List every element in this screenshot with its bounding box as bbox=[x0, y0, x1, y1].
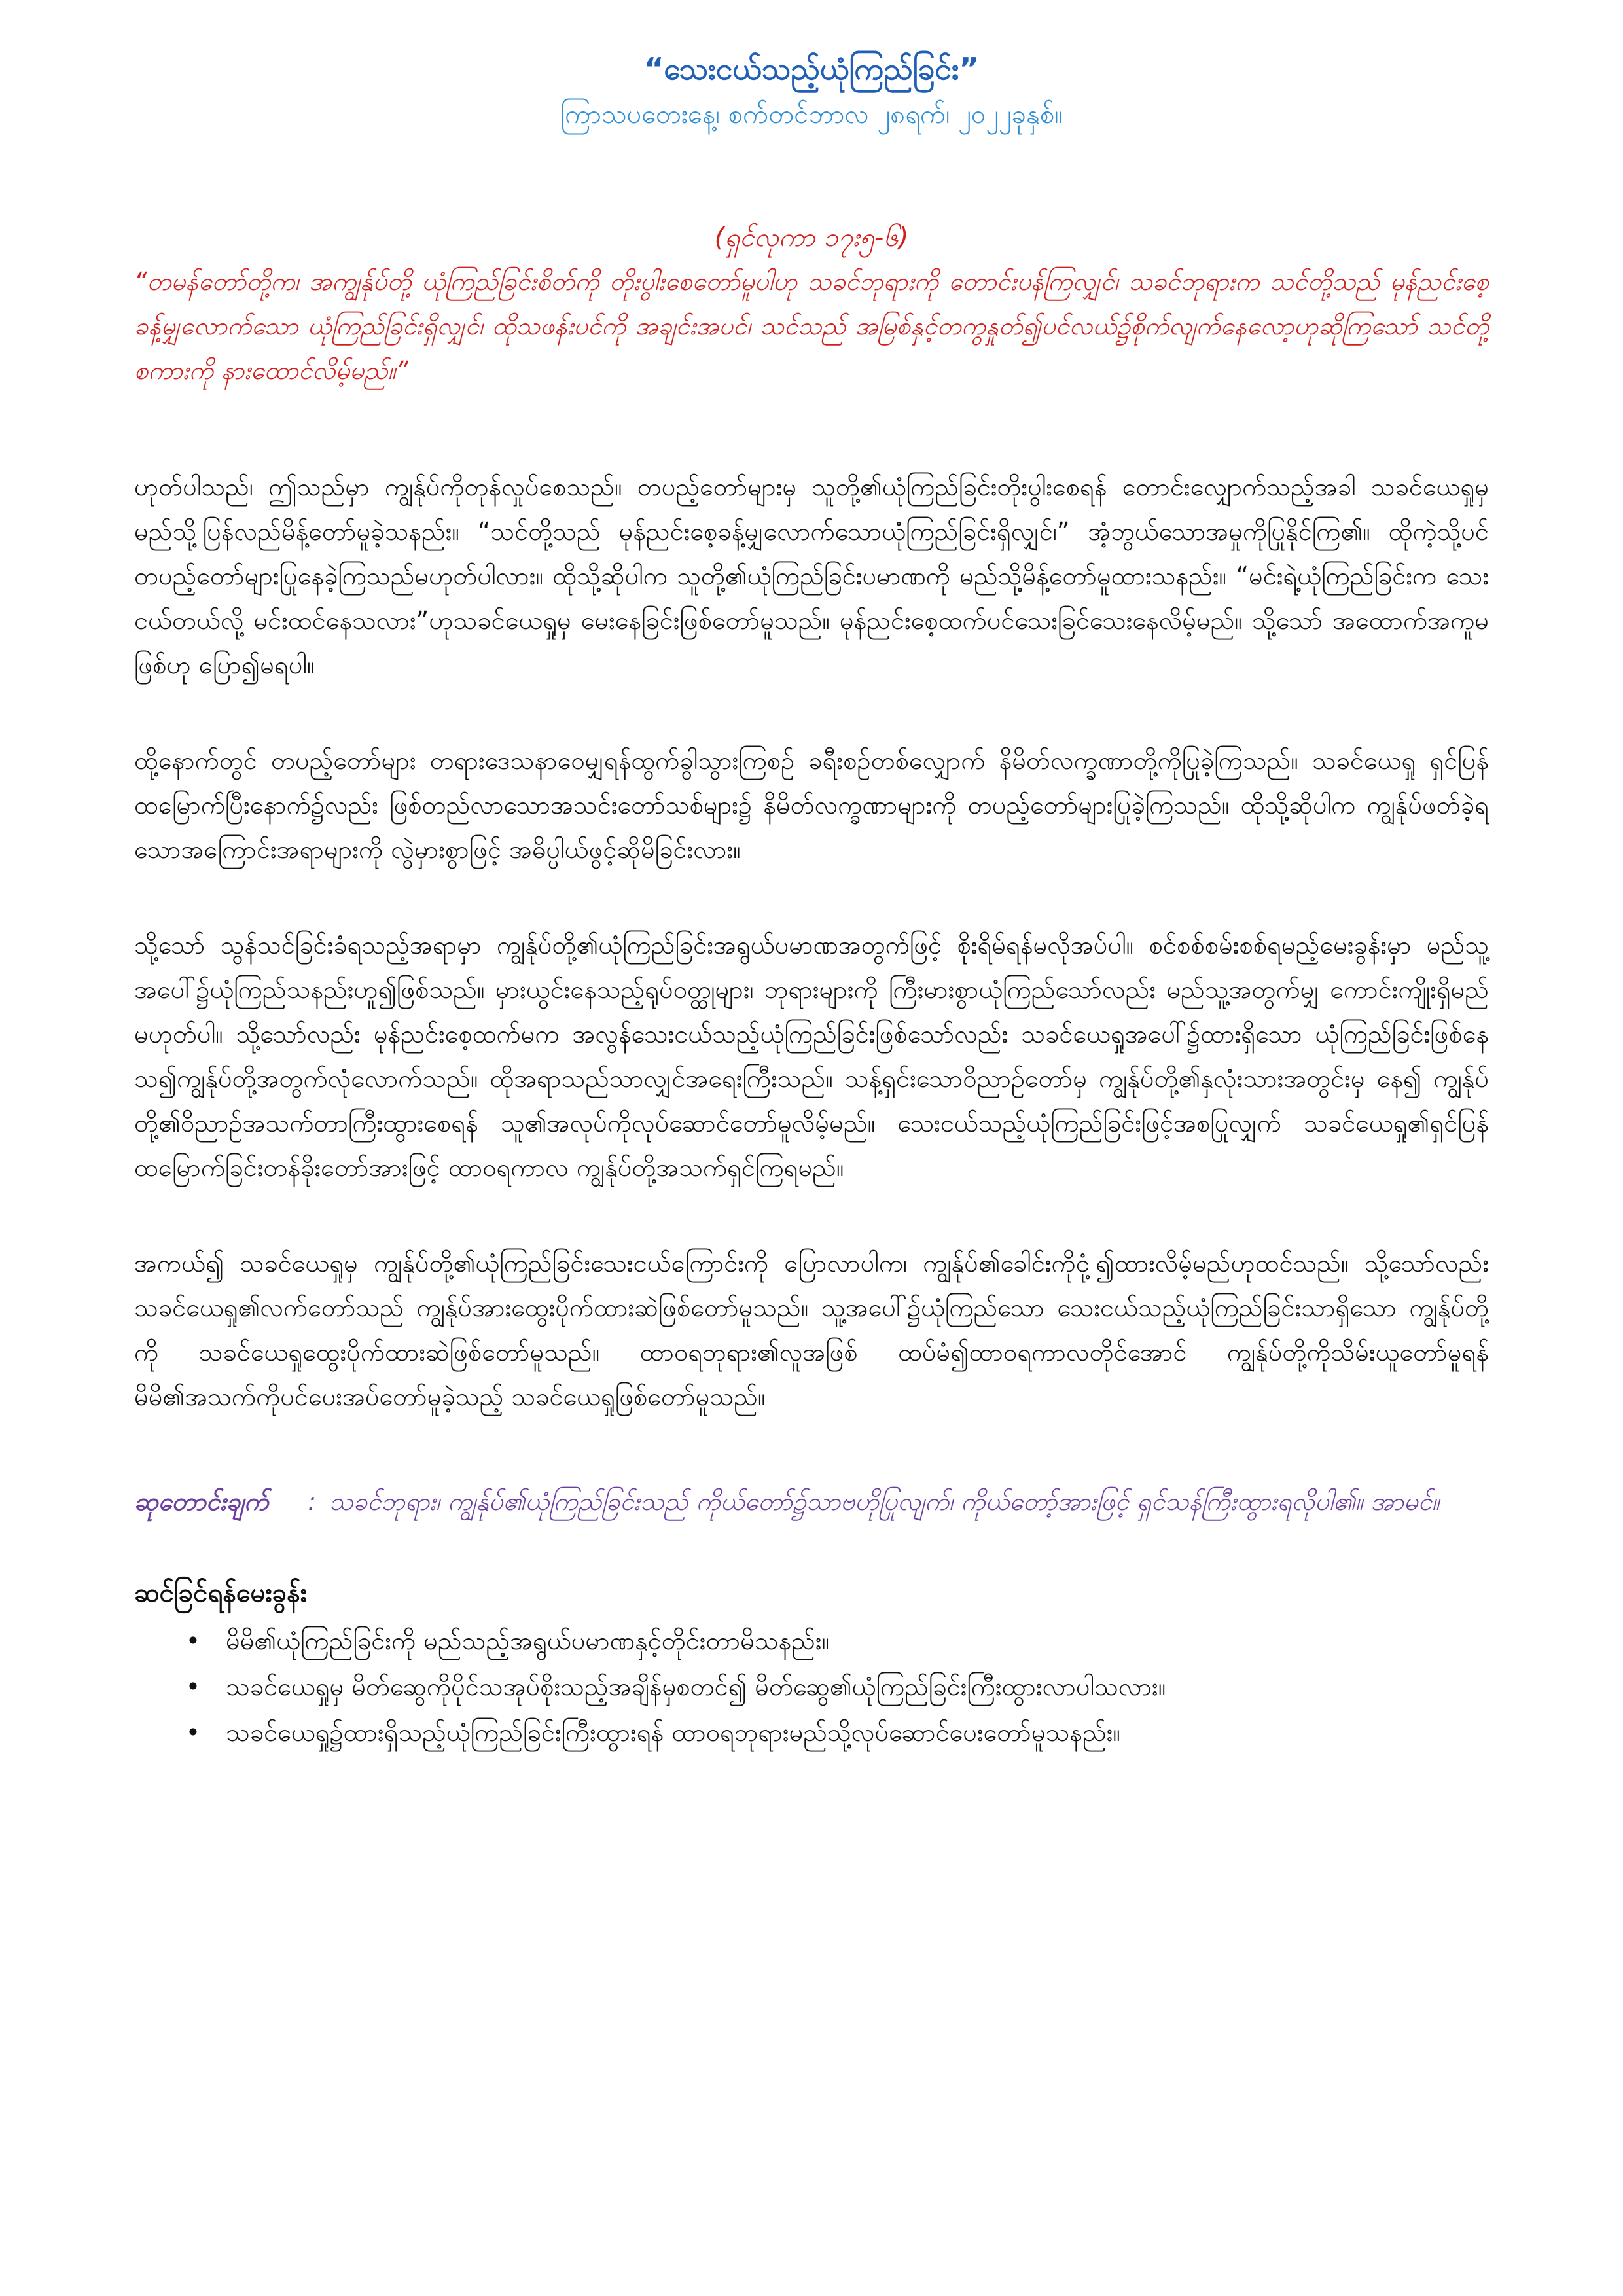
list-item bbox=[180, 1664, 1489, 1710]
bullet-icon: • bbox=[185, 1672, 201, 1701]
list-item bbox=[180, 1618, 1489, 1664]
body-paragraph-4: အကယ်၍ သခင်ယေရှုမှ ကျွန်ုပ်တို့၏ယုံကြည်ခြင်းသေးငယ်ကြောင်းကို ပြောလာပါက၊ ကျွန်ုပ်၏ခေါင်းကိုငုံ့၍ထားလိမ့်မည်ဟုထင်သည်။ သို့သော်လည်း သခင်ယေရှု၏လက်တော်သည် ကျွန်ုပ်အားထွေးပိုက်ထားဆဲဖြစ်တော်မူသည်။ သူ့အပေါ်၌ယုံကြည်သော သေးငယ်သည့်ယုံကြည်ခြင်းသာရှိသော ကျွန်ုပ်တို့ကို သခင်ယေရှုထွေးပိုက်ထားဆဲဖြစ်တော်မူသည်။ ထာဝရဘုရား၏လူအဖြစ် ထပ်မံ၍ထာဝရကာလတိုင်အောင် ကျွန်ုပ်တို့ကိုသိမ်းယူတော်မူရန် မိမိ၏အသက်ကိုပင်ပေးအပ်တော်မူခဲ့သည့် သခင်ယေရှုဖြစ်တော်မူသည်။ bbox=[134, 1249, 1489, 1411]
prayer-separator: : bbox=[308, 1487, 317, 1516]
verse-text: “တမန်တော်တို့က၊ အကျွန်ုပ်တို့ ယုံကြည်ခြင်းစိတ်ကို တိုးပွါးစေတော်မူပါဟု သခင်ဘုရားကို တောင်းပန်ကြလျှင်၊ သခင်ဘုရားက သင်တို့သည် မုန်ညင်းစေ့ခန့်မျှလောက်သော ယုံကြည်ခြင်းရှိလျှင်၊ ထိုသဖန်းပင်ကို အချင်းအပင်၊ သင်သည် အမြစ်နှင့်တကွနှုတ်၍ပင်လယ်၌စိုက်လျက်နေလော့ဟုဆိုကြသော် သင်တို့စကားကို နားထောင်လိမ့်မည်။” bbox=[134, 267, 1489, 385]
question-text: မိမိ၏ယုံကြည်ခြင်းကို မည်သည့်အရွယ်ပမာဏနှင့်တိုင်းတာမိသနည်း။ bbox=[226, 1626, 830, 1655]
body-paragraph-3: သို့သော် သွန်သင်ခြင်းခံရသည့်အရာမှာ ကျွန်ုပ်တို့၏ယုံကြည်ခြင်းအရွယ်ပမာဏအတွက်ဖြင့် စိုးရိမ်ရန်မလိုအပ်ပါ။ စင်စစ်စမ်းစစ်ရမည့်မေးခွန်းမှာ မည်သူ့အပေါ်၌ယုံကြည်သနည်းဟူ၍ဖြစ်သည်။ မှားယွင်းနေသည့်ရုပ်ဝတ္ထုများ၊ ဘုရားများကို ကြီးမားစွာယုံကြည်သော်လည်း မည်သူ့အတွက်မျှ ကောင်းကျိုးရှိမည်မဟုတ်ပါ။ သို့သော်လည်း မုန်ညင်းစေ့ထက်မက အလွန်သေးငယ်သည့်ယုံကြည်ခြင်းဖြစ်သော်လည်း သခင်ယေရှုအပေါ်၌ထားရှိသော ယုံကြည်ခြင်းဖြစ်နေသ၍ကျွန်ုပ်တို့အတွက်လုံလောက်သည်။ ထိုအရာသည်သာလျှင်အရေးကြီးသည်။ သန့်ရှင်းသောဝိညာဉ်တော်မှ ကျွန်ုပ်တို့၏နှလုံးသားအတွင်းမှ နေ၍ ကျွန်ုပ်တို့၏ဝိညာဉ်အသက်တာကြီးထွားစေရန် သူ၏အလုပ်ကိုလုပ်ဆောင်တော်မူလိမ့်မည်။ သေးငယ်သည့်ယုံကြည်ခြင်းဖြင့်အစပြုလျှက် သခင်ယေရှု၏ရှင်ပြန်ထမြောက်ခြင်းတန်ခိုးတော်အားဖြင့် ထာဝရကာလ ကျွန်ုပ်တို့အသက်ရှင်ကြရမည်။ bbox=[134, 931, 1489, 1182]
verse-reference: (ရှင်လုကာ ၁၇း၅-၆) bbox=[714, 223, 909, 253]
prayer-text: သခင်ဘုရား၊ ကျွန်ုပ်၏ယုံကြည်ခြင်းသည် ကိုယ်တော်၌သာဗဟိုပြုလျက်၊ ကိုယ်တော့်အားဖြင့် ရှင်သန်ကြီးထွားရလိုပါ၏။ အာမင်။ bbox=[329, 1487, 1440, 1516]
prayer-label: ဆုတောင်းချက် bbox=[134, 1487, 269, 1516]
body-paragraph-2: ထို့နောက်တွင် တပည့်တော်များ တရားဒေသနာဝေမျှရန်ထွက်ခွါသွားကြစဉ် ခရီးစဉ်တစ်လျှောက် နိမိတ်လက္ခဏာတို့ကိုပြုခဲ့ကြသည်။ သခင်ယေရှု ရှင်ပြန်ထမြောက်ပြီးနောက်၌လည်း ဖြစ်တည်လာသောအသင်းတော်သစ်များ၌ နိမိတ်လက္ခဏာများကို တပည့်တော်များပြုခဲ့ကြသည်။ ထိုသို့ဆိုပါက ကျွန်ုပ်ဖတ်ခဲ့ရသောအကြောင်းအရာများကို လွဲမှားစွာဖြင့် အဓိပ္ပါယ်ဖွင့်ဆိုမိခြင်းလား။ bbox=[134, 746, 1489, 864]
questions-heading: ဆင်ခြင်ရန်မေးခွန်း bbox=[134, 1578, 308, 1608]
body-paragraph-1: ဟုတ်ပါသည်၊ ဤသည်မှာ ကျွန်ုပ်ကိုတုန်လှုပ်စေသည်။ တပည့်တော်များမှ သူတို့၏ယုံကြည်ခြင်းတိုးပွါးစေရန် တောင်းလျှောက်သည့်အခါ သခင်ယေရှုမှ မည်သို့ပြန်လည်မိန့်တော်မူခဲ့သနည်း။ “သင်တို့သည် မုန်ညင်းစေ့ခန့်မျှလောက်သောယုံကြည်ခြင်းရှိလျှင်၊” အံ့ဘွယ်သောအမှုကိုပြုနိုင်ကြ၏။ ထိုကဲ့သို့ပင် တပည့်တော်များပြုနေခဲ့ကြသည်မဟုတ်ပါလား။ ထိုသို့ဆိုပါက သူတို့၏ယုံကြည်ခြင်းပမာဏကို မည်သို့မိန့်တော်မူထားသနည်း။ “မင်းရဲ့ယုံကြည်ခြင်းက သေးငယ်တယ်လို့ မင်းထင်နေသလား”ဟုသခင်ယေရှုမှ မေးနေခြင်းဖြစ်တော်မူသည်။ မုန်ညင်းစေ့ထက်ပင်သေးခြင်သေးနေလိမ့်မည်။ သို့သော် အထောက်အကူမဖြစ်ဟု ပြော၍မရပါ။ bbox=[134, 473, 1489, 679]
list-item bbox=[180, 1710, 1489, 1755]
question-text: သခင်ယေရှု၌ထားရှိသည့်ယုံကြည်ခြင်းကြီးထွားရန် ထာဝရဘုရားမည်သို့လုပ်ဆောင်ပေးတော်မူသနည်း။ bbox=[226, 1718, 1120, 1747]
bullet-icon: • bbox=[185, 1718, 201, 1747]
question-text: သခင်ယေရှုမှ မိတ်ဆွေကိုပိုင်သအုပ်စိုးသည့်အချိန်မှစတင်၍ မိတ်ဆွေ၏ယုံကြည်ခြင်းကြီးထွားလာပါသလား။ bbox=[226, 1672, 1166, 1701]
date-line: ကြာသပတေးနေ့၊ စက်တင်ဘာလ ၂၈ရက်၊ ၂၀၂၂ခုနှစ်။ bbox=[560, 99, 1063, 130]
prayer-section bbox=[134, 1479, 1489, 1524]
bullet-icon: • bbox=[185, 1626, 201, 1655]
document-title: “သေးငယ်သည့်ယုံကြည်ခြင်း” bbox=[644, 51, 979, 86]
questions-list bbox=[134, 1618, 1489, 1755]
